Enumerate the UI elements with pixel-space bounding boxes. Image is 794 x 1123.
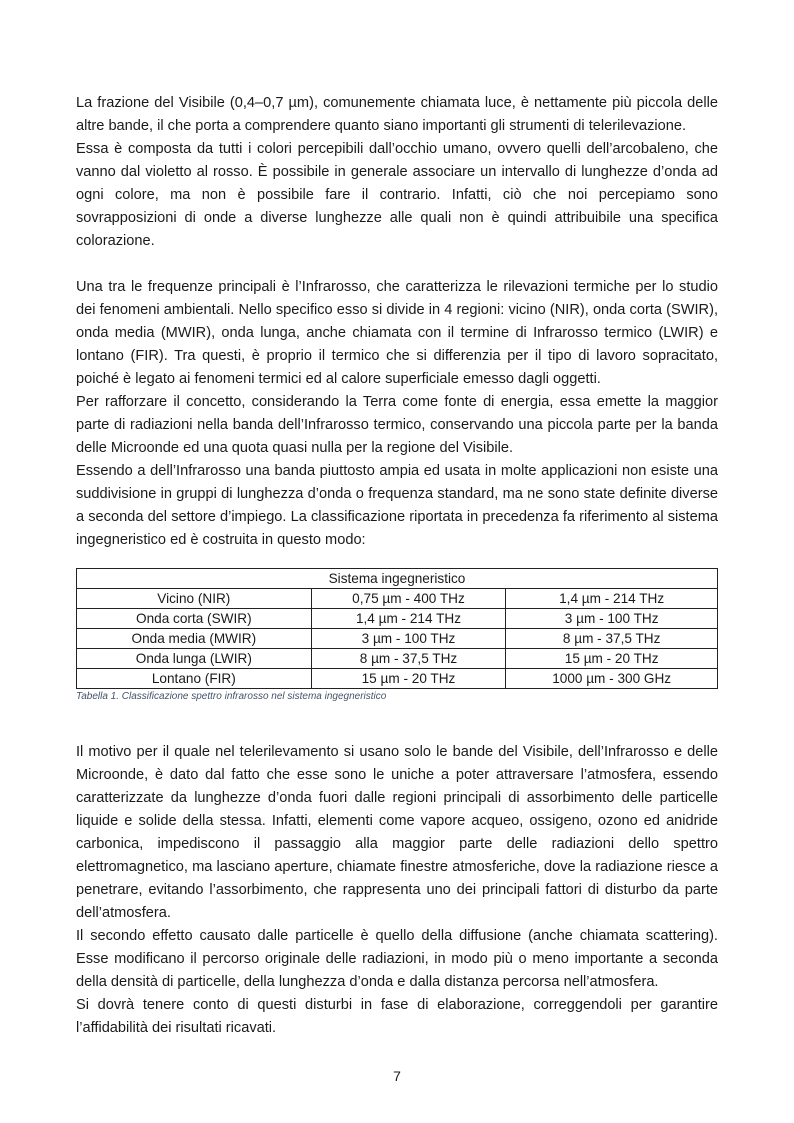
paragraph-atmosphere-2: Il secondo effetto causato dalle particelle è quello della diffusione (anche chiamata scattering). Esse modificano il percorso originale delle radiazioni, in modo più o meno importante a seconda della densità di particelle, della lunghezza d’onda e dalla distanza percorsa nell’atmosfera. [76, 928, 718, 990]
table-row [77, 609, 718, 629]
table-cell: Onda corta (SWIR) [77, 609, 312, 629]
paragraph-visible-2: Essa è composta da tutti i colori percepibili dall’occhio umano, ovvero quelli dell’arcobaleno, che vanno dal violetto al rosso. È possibile in generale associare un intervallo di lunghezze d’onda ad ogni colore, ma non è possibile fare il contrario. Infatti, ciò che noi percepiamo sono sovrapposizioni di onde a diverse lunghezze alle quali non è quindi attribuibile una specifica colorazione. [76, 141, 718, 249]
paragraph-atmosphere-3: Si dovrà tenere conto di questi disturbi in fase di elaborazione, correggendoli per garantire l’affidabilità dei risultati ricavati. [76, 997, 718, 1036]
table-row [77, 589, 718, 609]
table-cell: 1,4 µm - 214 THz [506, 589, 718, 609]
table-row [77, 649, 718, 669]
document-page [76, 92, 718, 1040]
paragraph-infrared-3: Essendo a dell’Infrarosso una banda piuttosto ampia ed usata in molte applicazioni non esiste una suddivisione in gruppi di lunghezza d’onda o frequenza standard, ma ne sono state definite diverse a seconda del settore d’impiego. La classificazione riportata in precedenza fa riferimento al sistema ingegneristico ed è costruita in questo modo: [76, 463, 718, 548]
page-number: 7 [393, 1068, 401, 1084]
paragraph-infrared-1: Una tra le frequenze principali è l’Infrarosso, che caratterizza le rilevazioni termiche per lo studio dei fenomeni ambientali. Nello specifico esso si divide in 4 regioni: vicino (NIR), onda corta (SWIR), onda media (MWIR), onda lunga, anche chiamata con il termine di Infrarosso termico (LWIR) e lontano (FIR). Tra questi, è proprio il termico che si differenzia per il tipo di lavoro sopracitato, poiché è legato ai fenomeni termici ed al calore superficiale emesso dagli oggetti. [76, 279, 718, 387]
table-cell: 3 µm - 100 THz [311, 629, 506, 649]
table-cell: 0,75 µm - 400 THz [311, 589, 506, 609]
table-cell: Onda lunga (LWIR) [77, 649, 312, 669]
table-cell: 15 µm - 20 THz [311, 669, 506, 689]
table-title: Sistema ingegneristico [77, 569, 718, 589]
table-caption: Tabella 1. Classificazione spettro infrarosso nel sistema ingegneristico [76, 691, 387, 702]
table-cell: 8 µm - 37,5 THz [506, 629, 718, 649]
table-cell: 1,4 µm - 214 THz [311, 609, 506, 629]
paragraph-infrared-2: Per rafforzare il concetto, considerando la Terra come fonte di energia, essa emette la maggior parte di radiazioni nella banda dell’Infrarosso termico, conservando una piccola parte per la banda delle Microonde ed una quota quasi nulla per la regione del Visibile. [76, 394, 718, 456]
table-cell: Onda media (MWIR) [77, 629, 312, 649]
table-row [77, 669, 718, 689]
table-cell: 1000 µm - 300 GHz [506, 669, 718, 689]
table-cell: Vicino (NIR) [77, 589, 312, 609]
table-cell: 8 µm - 37,5 THz [311, 649, 506, 669]
table-header-row [77, 569, 718, 589]
paragraph-visible-1: La frazione del Visibile (0,4–0,7 µm), comunemente chiamata luce, è nettamente più piccola delle altre bande, il che porta a comprendere quanto siano importanti gli strumenti di telerilevazione. [76, 95, 718, 134]
table-cell: Lontano (FIR) [77, 669, 312, 689]
infrared-classification-table [76, 568, 718, 689]
table-cell: 15 µm - 20 THz [506, 649, 718, 669]
table-cell: 3 µm - 100 THz [506, 609, 718, 629]
table-row [77, 629, 718, 649]
paragraph-atmosphere-1: Il motivo per il quale nel telerilevamento si usano solo le bande del Visibile, dell’Infrarosso e delle Microonde, è dato dal fatto che esse sono le uniche a poter attraversare l’atmosfera, essendo caratterizzate da lunghezze d’onda fuori dalle regioni principali di assorbimento delle particelle liquide e solide della stessa. Infatti, elementi come vapore acqueo, ossigeno, ozono ed anidride carbonica, impediscono il passaggio alla maggior parte delle radiazioni dello spettro elettromagnetico, ma lasciano aperture, chiamate finestre atmosferiche, dove la radiazione riesce a penetrare, evitando l’assorbimento, che rappresenta uno dei principali fattori di disturbo da parte dell’atmosfera. [76, 744, 718, 921]
